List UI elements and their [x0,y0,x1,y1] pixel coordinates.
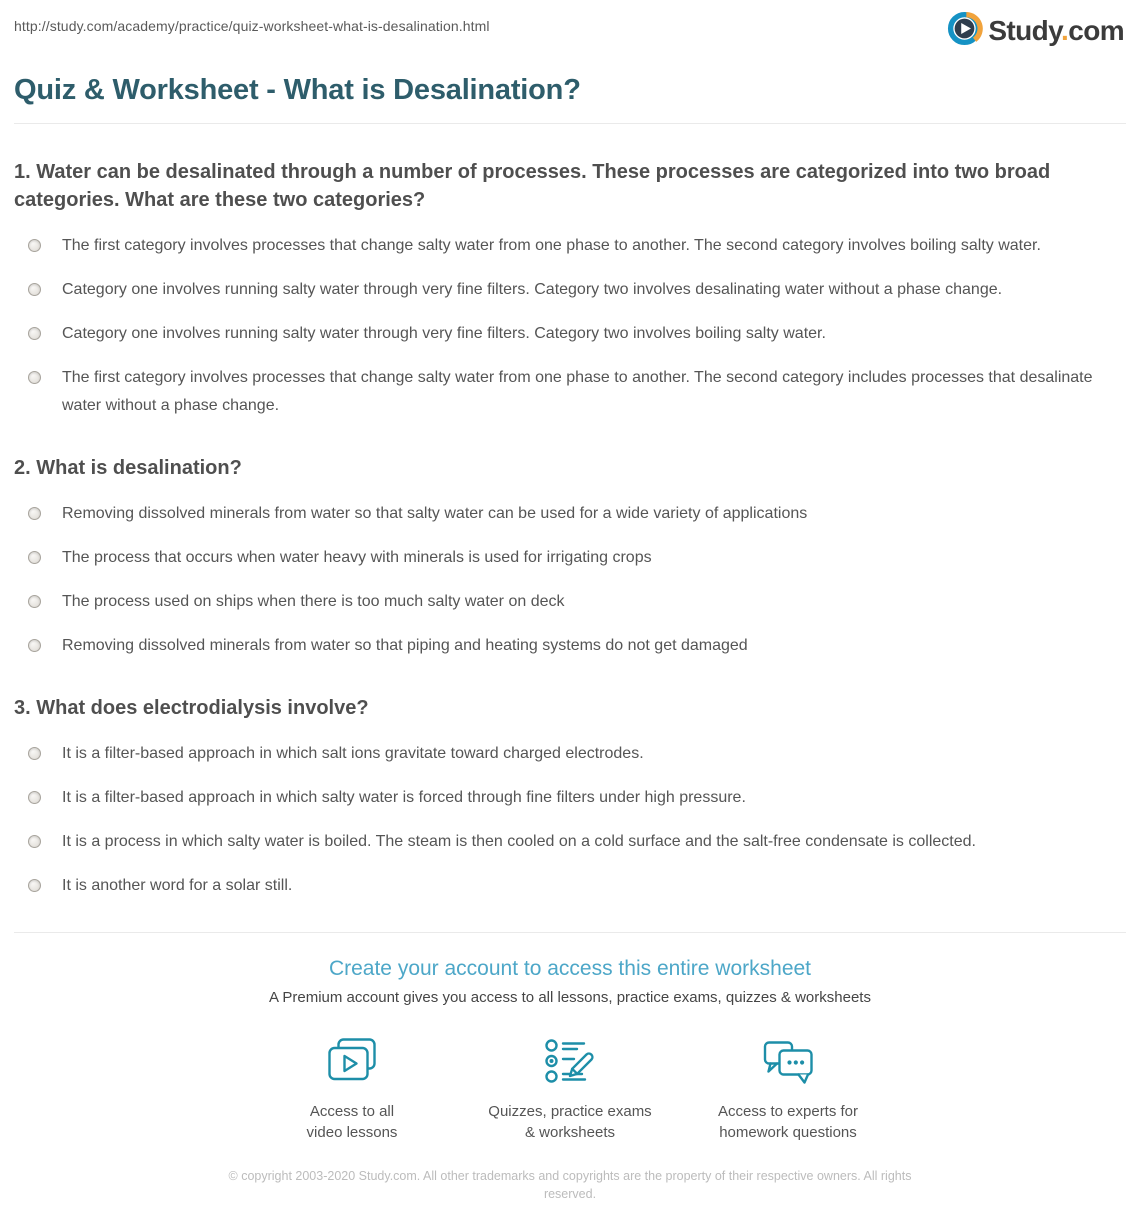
radio-button[interactable] [28,879,41,892]
answer-option-label[interactable]: The first category involves processes that change salty water from one phase to another. The second category includes processes that desalinate water without a phase change. [62,369,1093,414]
answer-option[interactable] [14,632,1126,660]
question-1 [14,158,1126,420]
copyright-notice: © copyright 2003-2020 Study.com. All other trademarks and copyrights are the property of their respective owners. All rights reserved. [228,1169,912,1201]
question-1-options [14,232,1126,420]
question-2-text: 2. What is desalination? [14,457,242,479]
study-logo-wordmark: Study.com [988,15,1124,46]
answer-option[interactable] [14,364,1126,420]
radio-button[interactable] [28,791,41,804]
answer-option[interactable] [14,232,1126,260]
radio-button[interactable] [28,639,41,652]
page-title: Quiz & Worksheet - What is Desalination? [14,74,581,106]
answer-option[interactable] [14,500,1126,528]
radio-button[interactable] [28,283,41,296]
answer-option[interactable] [14,588,1126,616]
feature-label: Quizzes, practice exams & worksheets [488,1103,652,1141]
feature-row [0,1034,1140,1143]
answer-option-label[interactable]: It is a filter-based approach in which salt ions gravitate toward charged electrodes. [62,745,644,762]
answer-option[interactable] [14,784,1126,812]
video-lessons-icon [324,1034,380,1090]
feature-video-lessons [243,1034,461,1143]
chat-experts-icon [760,1034,816,1090]
radio-button[interactable] [28,327,41,340]
answer-option[interactable] [14,320,1126,348]
answer-option-label[interactable]: The process used on ships when there is too much salty water on deck [62,593,565,610]
feature-label: Access to all video lessons [306,1103,398,1141]
premium-subtitle: A Premium account gives you access to all lessons, practice exams, quizzes & worksheets [269,989,871,1006]
answer-option[interactable] [14,872,1126,900]
answer-option-label[interactable]: It is a filter-based approach in which salty water is forced through fine filters under high pressure. [62,789,746,806]
answer-option[interactable] [14,740,1126,768]
answer-option[interactable] [14,276,1126,304]
radio-button[interactable] [28,595,41,608]
study-logo-icon [946,10,983,52]
answer-option-label[interactable]: The process that occurs when water heavy with minerals is used for irrigating crops [62,549,652,566]
answer-option[interactable] [14,544,1126,572]
radio-button[interactable] [28,835,41,848]
feature-label: Access to experts for homework questions [717,1103,859,1141]
feature-homework-experts [679,1034,897,1143]
study-logo[interactable] [946,10,1124,52]
question-1-text: 1. Water can be desalinated through a number of processes. These processes are categorized into two broad categories. What are these two categories? [14,161,1051,211]
create-account-link[interactable]: Create your account to access this entire worksheet [328,957,812,980]
answer-option-label[interactable]: It is another word for a solar still. [62,877,293,894]
title-divider [14,123,1126,124]
radio-button[interactable] [28,551,41,564]
question-3 [14,694,1126,900]
answer-option-label[interactable]: Category one involves running salty water through very fine filters. Category two involves boiling salty water. [62,325,826,342]
question-3-text: 3. What does electrodialysis involve? [14,697,369,719]
question-2 [14,454,1126,660]
feature-quizzes-worksheets [461,1034,679,1143]
radio-button[interactable] [28,747,41,760]
quizzes-worksheets-icon [542,1034,598,1090]
answer-option-label[interactable]: Removing dissolved minerals from water so that salty water can be used for a wide variety of applications [62,505,808,522]
page-url: http://study.com/academy/practice/quiz-worksheet-what-is-desalination.html [14,18,490,34]
radio-button[interactable] [28,507,41,520]
question-2-options [14,500,1126,660]
answer-option-label[interactable]: Removing dissolved minerals from water so that piping and heating systems do not get damaged [62,637,748,654]
radio-button[interactable] [28,371,41,384]
answer-option[interactable] [14,828,1126,856]
question-3-options [14,740,1126,900]
answer-option-label[interactable]: It is a process in which salty water is boiled. The steam is then cooled on a cold surface and the salt-free condensate is collected. [62,833,976,850]
cta-divider [14,932,1126,933]
answer-option-label[interactable]: Category one involves running salty water through very fine filters. Category two involves desalinating water without a phase change. [62,281,1003,298]
answer-option-label[interactable]: The first category involves processes that change salty water from one phase to another. The second category involves boiling salty water. [62,237,1041,254]
radio-button[interactable] [28,239,41,252]
page-header [0,0,1140,52]
